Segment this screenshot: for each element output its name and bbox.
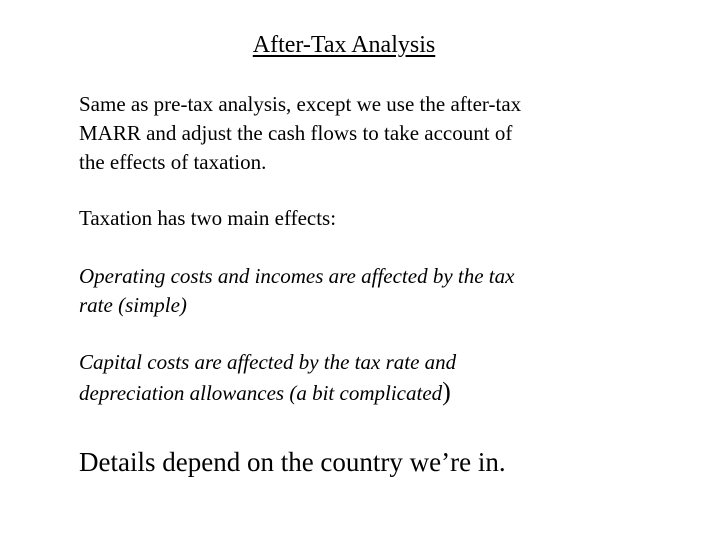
effect-capital-costs xyxy=(79,348,639,408)
slide-title: After-Tax Analysis xyxy=(252,32,436,58)
effect-operating-costs xyxy=(79,262,639,320)
effect-operating-line-1: Operating costs and incomes are affected by the tax xyxy=(79,264,515,288)
intro-line-3: the effects of taxation. xyxy=(79,150,267,174)
effect-operating-line-2: rate (simple) xyxy=(79,293,187,317)
effect-capital-line-2 xyxy=(79,377,639,408)
effect-capital-line-1: Capital costs are affected by the tax rate and xyxy=(79,350,457,374)
effect-capital-line-2-text: depreciation allowances (a bit complicated xyxy=(79,381,443,405)
intro-line-1: Same as pre-tax analysis, except we use the after-tax xyxy=(79,92,522,116)
closing-parenthesis: ) xyxy=(442,377,451,406)
effects-heading: Taxation has two main effects: xyxy=(79,206,337,230)
intro-paragraph xyxy=(79,90,639,177)
intro-line-2: MARR and adjust the cash flows to take account of xyxy=(79,121,513,145)
conclusion-text: Details depend on the country we’re in. xyxy=(79,447,506,477)
